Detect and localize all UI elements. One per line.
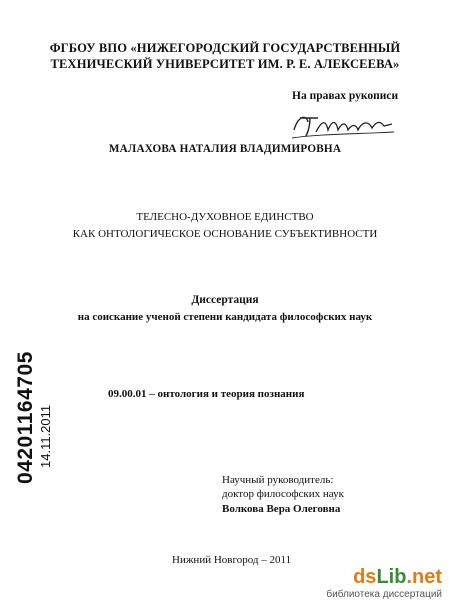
rights-note: На правах рукописи (292, 90, 399, 102)
document-type: Диссертация (191, 294, 259, 306)
degree-statement: на соискание ученой степени кандидата философских наук (77, 311, 373, 323)
thesis-title-line-1: ТЕЛЕСНО-ДУХОВНОЕ ЕДИНСТВО (136, 211, 314, 223)
watermark-brand (353, 566, 442, 589)
author-name: МАЛАХОВА НАТАЛИЯ ВЛАДИМИРОВНА (108, 143, 342, 155)
organization-line-1: ФГБОУ ВПО «НИЖЕГОРОДСКИЙ ГОСУДАРСТВЕННЫЙ (49, 41, 401, 55)
supervisor-name: Волкова Вера Олеговна (222, 503, 341, 515)
watermark-subtitle: библиотека диссертаций (326, 589, 442, 600)
watermark-logo (316, 566, 446, 606)
library-stamp-date: 14.11.2011 (38, 404, 53, 468)
supervisor-label: Научный руководитель: (222, 474, 334, 486)
supervisor-degree: доктор философских наук (222, 488, 344, 500)
watermark-net: .net (406, 566, 442, 588)
organization-line-2: ТЕХНИЧЕСКИЙ УНИВЕРСИТЕТ ИМ. Р. Е. АЛЕКСЕЕВА» (50, 57, 400, 71)
thesis-title-line-2: КАК ОНТОЛОГИЧЕСКОЕ ОСНОВАНИЕ СУБЪЕКТИВНОСТИ (72, 228, 378, 240)
specialty-code: 09.00.01 – онтология и теория познания (108, 388, 305, 400)
organization-name (0, 40, 450, 72)
handwritten-signature (288, 108, 398, 142)
watermark-lib: Lib (376, 566, 407, 588)
watermark-ds: ds (353, 566, 377, 588)
city-year: Нижний Новгород – 2011 (172, 554, 292, 566)
library-stamp-number: 04201164705 (14, 351, 37, 484)
